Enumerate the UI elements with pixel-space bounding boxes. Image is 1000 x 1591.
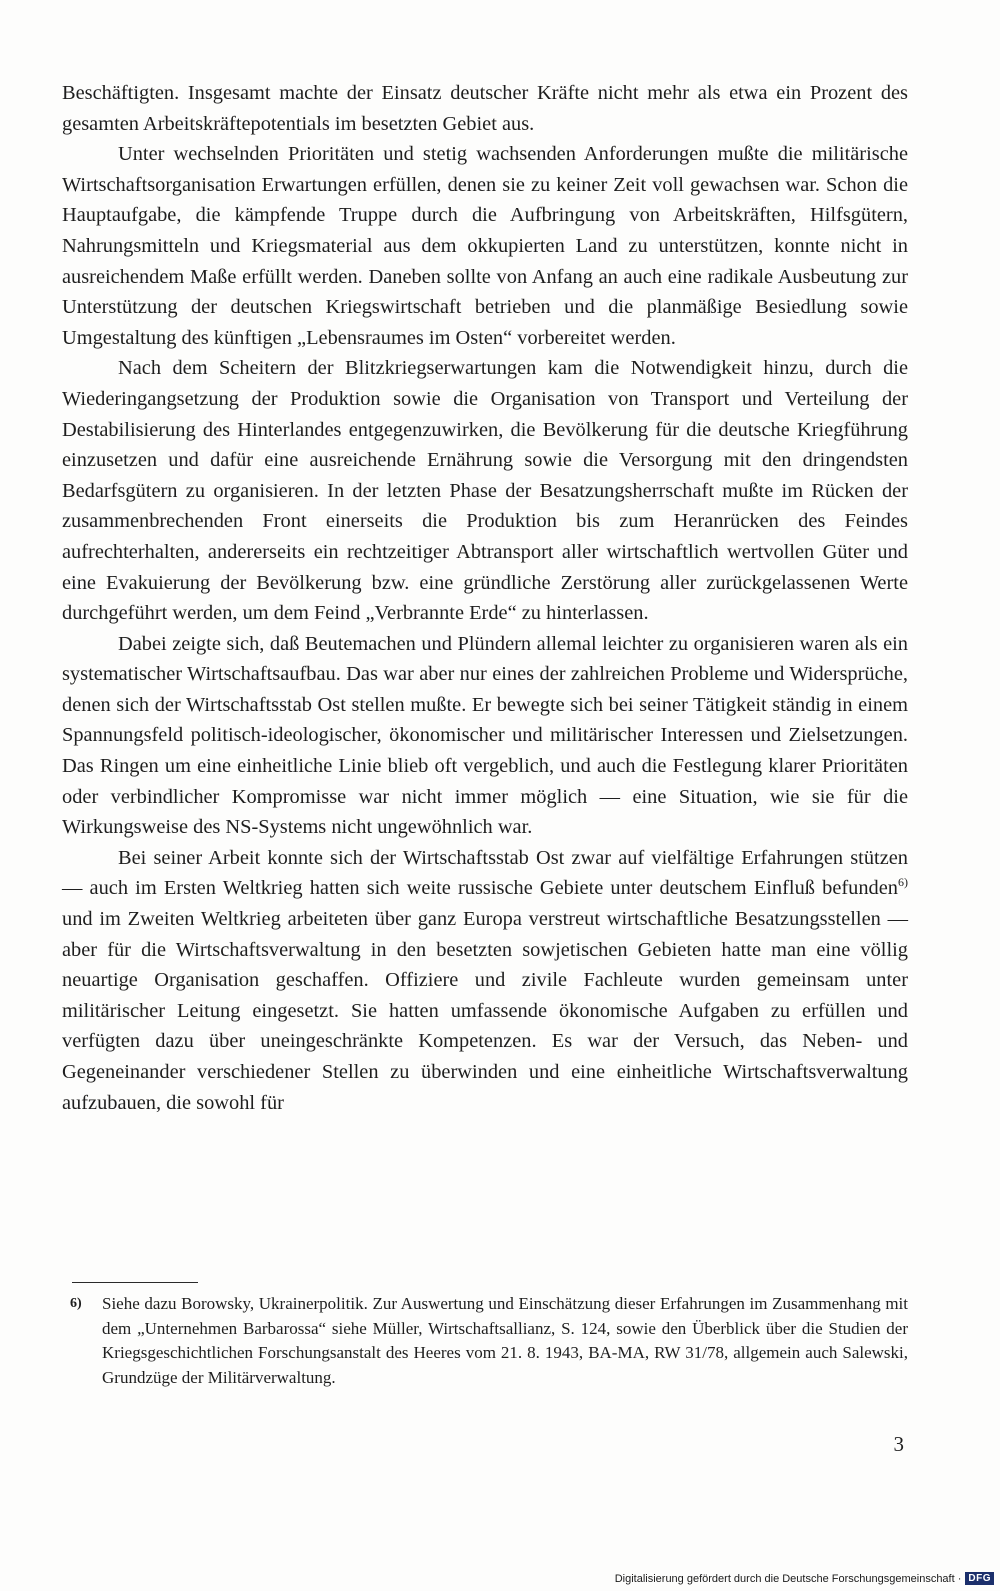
footnote-reference: 6) <box>898 875 908 890</box>
paragraph-2: Unter wechselnden Prioritäten und stetig wachsenden Anforderungen mußte die militärische Wirtschaftsorganisation Erwartungen erfüllen, denen sie zu keiner Zeit voll gewachsen war. Schon die Hauptaufgabe, die kämpfende Truppe durch die Aufbringung von Arbeitskräften, Hilfsgütern, Nahrungsmitteln und Kriegsmaterial aus dem okkupierten Land zu unterstützen, konnte nicht in ausreichendem Maße erfüllt werden. Daneben sollte von Anfang an auch eine radikale Ausbeutung zur Unterstützung der deutschen Kriegswirtschaft betrieben und die planmäßige Besiedlung sowie Umgestaltung des künftigen „Lebensraumes im Osten“ vorbereitet werden. <box>62 143 908 349</box>
page-number: 3 <box>893 1432 904 1456</box>
paragraph-1: Beschäftigten. Insgesamt machte der Einsatz deutscher Kräfte nicht mehr als etwa ein Prozent des gesamten Arbeitskräftepotentials im besetzten Gebiet aus. <box>62 82 908 135</box>
paragraph-5-text-b: und im Zweiten Weltkrieg arbeiteten über ganz Europa verstreut wirtschaftliche Besatzungsstellen — aber für die Wirtschaftsverwaltung in den besetzten sowjetischen Gebieten hatte man eine völlig neuartige Organisation geschaffen. Offiziere und zivile Fachleute wurden gemeinsam unter militärischer Leitung eingesetzt. Sie hatten umfassende ökonomische Aufgaben zu erfüllen und verfügten dazu über uneingeschränkte Kompetenzen. Es war der Versuch, das Neben- und Gegeneinander verschiedener Stellen zu überwinden und eine einheitliche Wirtschaftsverwaltung aufzubauen, die sowohl für <box>62 908 908 1114</box>
footnote-mark: 6) <box>70 1296 82 1311</box>
paragraph-3: Nach dem Scheitern der Blitzkriegserwartungen kam die Notwendigkeit hinzu, durch die Wiederingangsetzung der Produktion sowie die Organisation von Transport und Verteilung der Destabilisierung des Hinterlandes entgegenzuwirken, die Bevölkerung für die deutsche Kriegführung einzusetzen und dafür eine ausreichende Ernährung sowie die Versorgung mit den dringendsten Bedarfsgütern zu organisieren. In der letzten Phase der Besatzungsherrschaft mußte im Rücken der zusammenbrechenden Front einerseits die Produktion bis zum Heranrücken des Feindes aufrechterhalten, andererseits ein rechtzeitiger Abtransport aller wirtschaftlich wertvollen Güter und eine Evakuierung der Bevölkerung bzw. eine gründliche Zerstörung aller zurückgelassenen Werte durchgeführt werden, um dem Feind „Verbrannte Erde“ zu hinterlassen. <box>62 357 908 625</box>
digitization-credit <box>615 1572 994 1585</box>
paragraph-5-text-a: Bei seiner Arbeit konnte sich der Wirtschaftsstab Ost zwar auf vielfältige Erfahrungen stützen — auch im Ersten Weltkrieg hatten sich weite russische Gebiete unter deutschem Einfluß befunden <box>62 846 908 900</box>
body-text <box>62 78 908 1118</box>
footnote-text: Siehe dazu Borowsky, Ukrainerpolitik. Zur Auswertung und Einschätzung dieser Erfahrungen im Zusammenhang mit dem „Unternehmen Barbarossa“ siehe Müller, Wirtschaftsallianz, S. 124, sowie den Überblick über die Studien der Kriegsgeschichtlichen Forschungsanstalt des Heeres vom 21. 8. 1943, BA-MA, RW 31/78, allgemein auch Salewski, Grundzüge der Militärverwaltung. <box>102 1294 908 1387</box>
footnote-divider <box>72 1282 198 1283</box>
dfg-logo: DFG <box>965 1572 994 1585</box>
paragraph-5 <box>62 843 908 1118</box>
footnote <box>70 1292 912 1390</box>
credit-text: Digitalisierung gefördert durch die Deutsche Forschungsgemeinschaft · <box>614 1572 962 1585</box>
paragraph-4: Dabei zeigte sich, daß Beutemachen und Plündern allemal leichter zu organisieren waren als ein systematischer Wirtschaftsaufbau. Das war aber nur eines der zahlreichen Probleme und Widersprüche, denen sich der Wirtschaftsstab Ost stellen mußte. Er bewegte sich bei seiner Tätigkeit ständig in einem Spannungsfeld politisch-ideologischer, ökonomischer und militärischer Interessen und Zielsetzungen. Das Ringen um eine einheitliche Linie blieb oft vergeblich, und auch die Festlegung klarer Prioritäten oder verbindlicher Kompromisse war nicht immer möglich — eine Situation, wie sie für die Wirkungsweise des NS-Systems nicht ungewöhnlich war. <box>62 632 908 839</box>
